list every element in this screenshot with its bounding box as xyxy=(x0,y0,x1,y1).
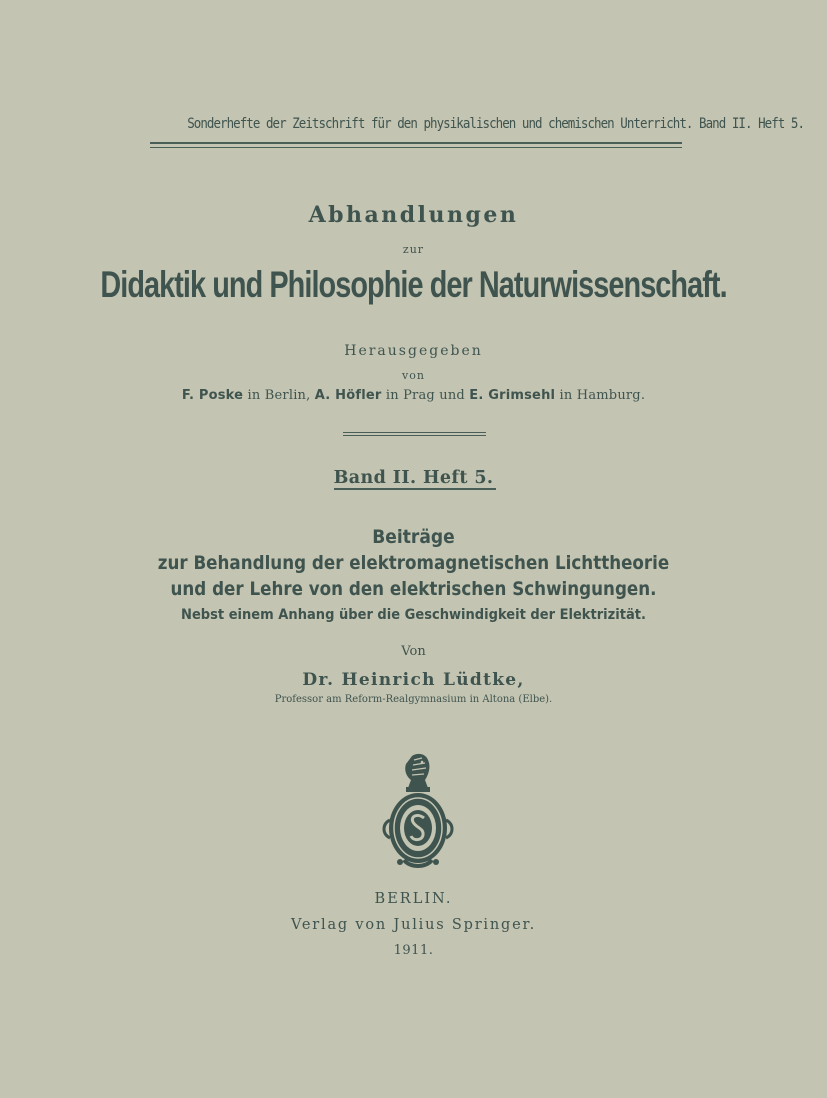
author-name: Dr. Heinrich Lüdtke, xyxy=(302,670,525,690)
editor-name: A. Höfler xyxy=(314,388,382,403)
editor-name: F. Poske xyxy=(181,388,244,403)
herausgegeben-text: Herausgegeben xyxy=(344,343,483,359)
zur-text: zur xyxy=(402,243,425,256)
by-text: Von xyxy=(401,644,426,659)
year: 1911. xyxy=(393,943,434,958)
subtitle: Nebst einem Anhang über die Geschwindigkeit der Elektrizität. xyxy=(181,607,646,623)
springer-horse-seal-icon xyxy=(378,750,458,870)
editor-name: E. Grimsehl xyxy=(469,388,556,403)
editor-place: in Hamburg. xyxy=(555,388,646,403)
main-title: Didaktik und Philosophie der Naturwissenschaft. xyxy=(100,264,727,305)
band-heft: Band II. Heft 5. xyxy=(333,468,494,488)
title-line-3: und der Lehre von den elektrischen Schwingungen. xyxy=(170,578,657,600)
title-line-1: Beiträge xyxy=(372,526,455,548)
editor-place: in Prag und xyxy=(381,388,470,403)
heading: Abhandlungen xyxy=(308,202,519,228)
title-line-2: zur Behandlung der elektromagnetischen Lichttheorie xyxy=(157,552,670,574)
divider-top xyxy=(343,432,486,433)
series-rule-bottom xyxy=(150,147,682,148)
divider-bottom xyxy=(343,435,486,436)
series-line: Sonderhefte der Zeitschrift für den physikalischen und chemischen Unterricht. Band II. Heft 5. xyxy=(187,116,805,132)
series-rule-top xyxy=(150,142,682,144)
author-position: Professor am Reform-Realgymnasium in Altona (Elbe). xyxy=(274,694,553,705)
city: BERLIN. xyxy=(374,891,453,907)
publisher: Verlag von Julius Springer. xyxy=(290,917,537,933)
band-underline xyxy=(334,488,496,490)
von-text: von xyxy=(402,369,425,382)
editors-line xyxy=(0,388,827,403)
editor-place: in Berlin, xyxy=(243,388,315,403)
